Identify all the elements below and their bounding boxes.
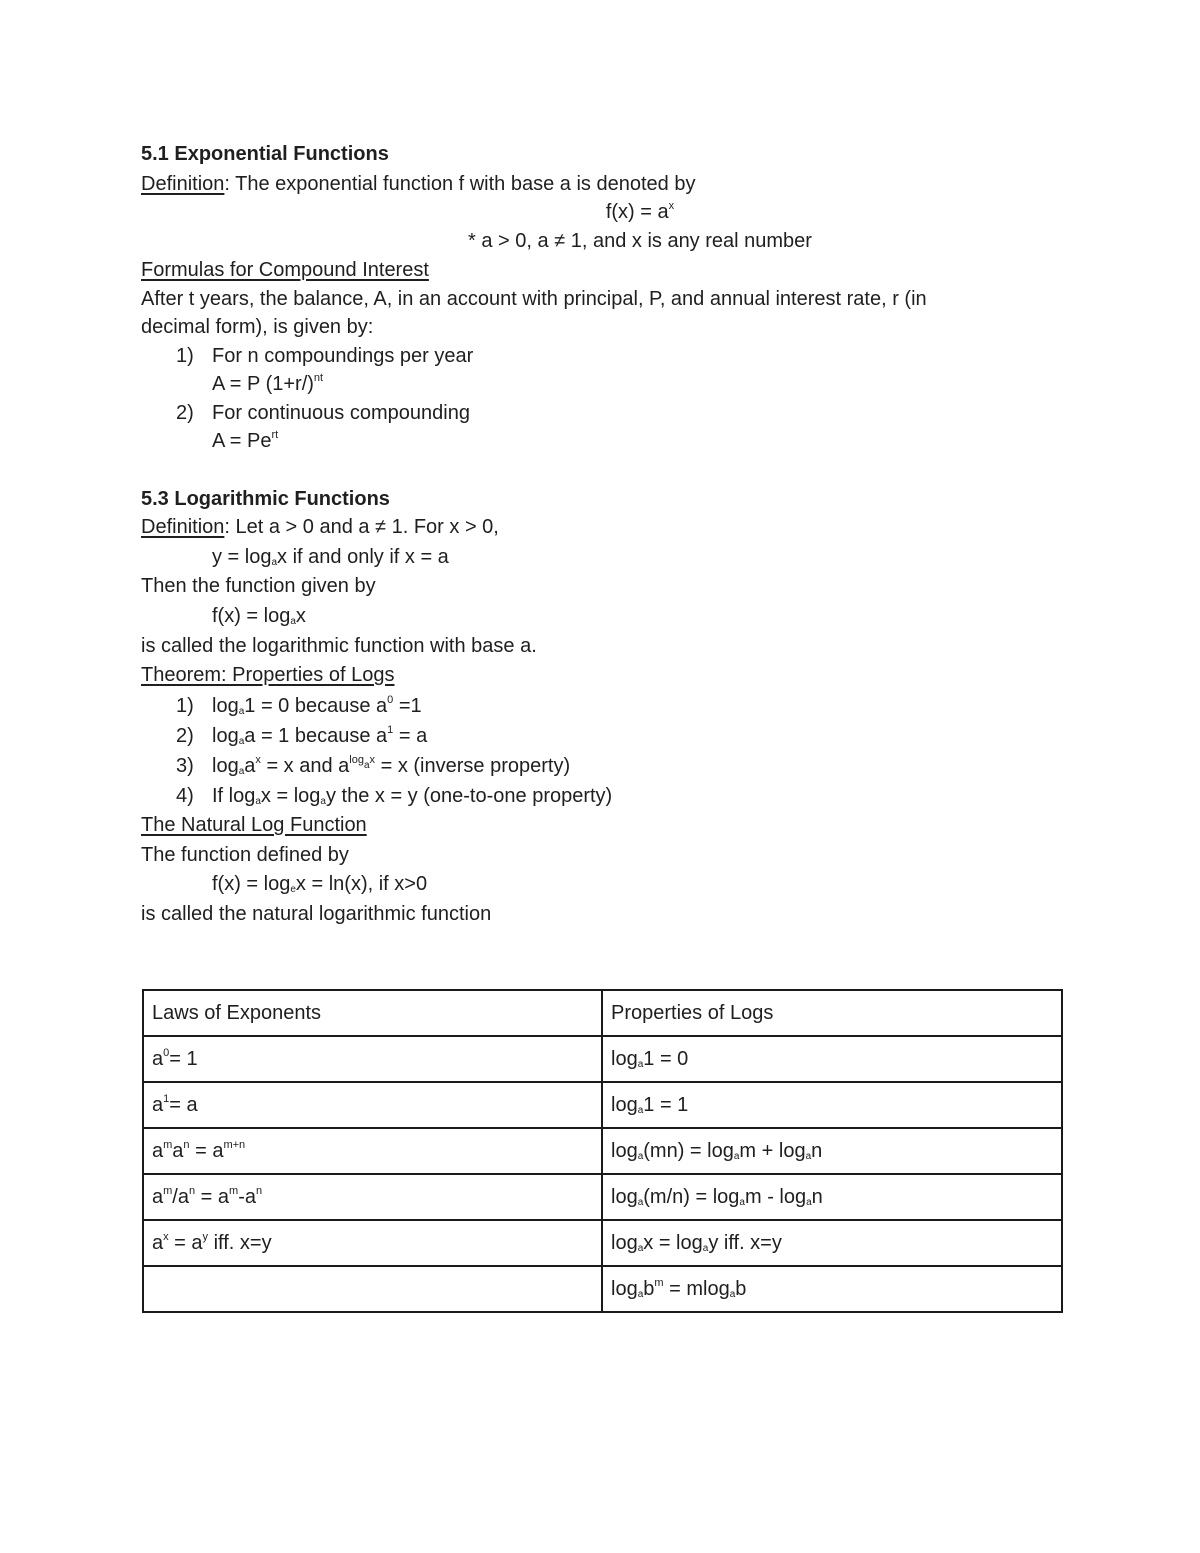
cell-part: log xyxy=(611,1140,638,1162)
eq-part: = a xyxy=(393,725,428,747)
cell-part: a xyxy=(152,1094,164,1116)
cell-part: log xyxy=(611,1278,638,1300)
cell-part: m - log xyxy=(744,1186,807,1208)
laws-table xyxy=(142,989,1063,1313)
eq-part: f(x) = log xyxy=(212,605,291,627)
eq-part: x xyxy=(295,605,306,627)
cell-part: = mlog xyxy=(663,1278,730,1300)
cell-superscript: x xyxy=(163,1231,169,1243)
cell-part: a xyxy=(152,1232,164,1254)
eq-subscript: a xyxy=(320,796,326,807)
table-cell xyxy=(602,1266,1062,1312)
definition-line xyxy=(141,171,695,197)
cell-part: = a xyxy=(189,1140,224,1162)
cell-subscript: a xyxy=(729,1289,736,1300)
cell-part: log xyxy=(611,1232,638,1254)
cell-part: -a xyxy=(238,1186,256,1208)
formula-exponent: nt xyxy=(313,372,324,384)
eq-superscript: x xyxy=(255,754,261,766)
cell-part: n xyxy=(811,1186,823,1208)
cell-subscript: a xyxy=(733,1151,740,1162)
cell-superscript: n xyxy=(183,1139,190,1151)
table-row xyxy=(143,990,1062,1036)
table-cell xyxy=(602,1174,1062,1220)
list-number: 3) xyxy=(176,755,194,777)
eq-part: =1 xyxy=(393,695,422,717)
eq-part: y = log xyxy=(212,546,272,568)
list-number: 2) xyxy=(176,725,194,747)
compound-interest-line2: decimal form), is given by: xyxy=(141,316,374,338)
cell-part: x = log xyxy=(643,1232,703,1254)
cell-superscript: m xyxy=(163,1185,173,1197)
cell-part: y iff. x=y xyxy=(708,1232,782,1254)
eq-superscript: 1 xyxy=(387,724,394,736)
cell-subscript: a xyxy=(805,1151,812,1162)
property-item xyxy=(212,753,570,779)
log-function xyxy=(212,603,306,629)
compound-formula xyxy=(212,371,323,397)
definition-line xyxy=(141,514,499,540)
formula-text: A = P (1+r/) xyxy=(212,373,314,395)
natural-log-called: is called the natural logarithmic function xyxy=(141,903,492,925)
eq-subscript: a xyxy=(271,557,278,568)
table-cell xyxy=(143,1036,602,1082)
table-cell xyxy=(143,1082,602,1128)
cell-part: 1 = 0 xyxy=(643,1048,689,1070)
cell-subscript: a xyxy=(637,1243,644,1254)
cell-part: a xyxy=(152,1048,164,1070)
table-header-cell: Properties of Logs xyxy=(602,990,1062,1036)
eq-superscript: log xyxy=(349,754,364,766)
eq-part: x if and only if x = a xyxy=(277,546,449,568)
then-text: Then the function given by xyxy=(141,575,376,597)
cell-subscript: a xyxy=(637,1197,644,1208)
formula-text: A = Pe xyxy=(212,430,272,452)
cell-part: a xyxy=(152,1186,164,1208)
cell-part: m + log xyxy=(739,1140,806,1162)
cell-part: a xyxy=(152,1140,164,1162)
cell-part: a xyxy=(172,1140,184,1162)
eq-part: = x (inverse property) xyxy=(375,755,571,777)
eq-part: x = log xyxy=(260,785,321,807)
section-heading-exponential: 5.1 Exponential Functions xyxy=(141,143,389,165)
cell-subscript: a xyxy=(637,1105,644,1116)
eq-part: log xyxy=(212,755,239,777)
definition-label: Definition xyxy=(141,516,225,538)
eq-superscript: x xyxy=(369,754,376,766)
called-text: is called the logarithmic function with base a. xyxy=(141,635,537,657)
eq-part: x = ln(x), if x>0 xyxy=(295,873,428,895)
cell-superscript: 1 xyxy=(163,1093,170,1105)
cell-part: log xyxy=(611,1186,638,1208)
table-cell xyxy=(143,1128,602,1174)
eq-part: a xyxy=(244,755,256,777)
table-row xyxy=(143,1128,1062,1174)
cell-superscript: n xyxy=(188,1185,196,1197)
cell-superscript: m xyxy=(163,1139,173,1151)
theorem-title: Theorem: Properties of Logs xyxy=(141,664,395,686)
exponential-formula xyxy=(140,199,1140,225)
property-item xyxy=(212,783,612,809)
table-row xyxy=(143,1036,1062,1082)
list-number: 4) xyxy=(176,785,194,807)
cell-subscript: a xyxy=(637,1151,644,1162)
eq-part: f(x) = log xyxy=(212,873,291,895)
table-cell-empty xyxy=(143,1266,602,1312)
cell-part: iff. x=y xyxy=(208,1232,272,1254)
eq-part: If log xyxy=(212,785,256,807)
compound-interest-title: Formulas for Compound Interest xyxy=(141,259,429,281)
eq-subscript: a xyxy=(238,736,245,747)
cell-superscript: m xyxy=(229,1185,239,1197)
natural-log-equation xyxy=(212,871,427,897)
property-item xyxy=(212,693,422,719)
cell-part: log xyxy=(611,1094,638,1116)
cell-subscript: a xyxy=(739,1197,745,1208)
cell-subscript: a xyxy=(806,1197,812,1208)
natural-log-title: The Natural Log Function xyxy=(141,814,367,836)
section-heading-logarithmic: 5.3 Logarithmic Functions xyxy=(141,488,390,510)
table-header-cell: Laws of Exponents xyxy=(143,990,602,1036)
table-row xyxy=(143,1266,1062,1312)
eq-subscript: a xyxy=(255,796,261,807)
cell-part: = a xyxy=(195,1186,230,1208)
cell-part: 1 = 1 xyxy=(643,1094,689,1116)
eq-superscript: 0 xyxy=(387,694,394,706)
cell-superscript: 0 xyxy=(163,1047,170,1059)
table-cell xyxy=(143,1174,602,1220)
cell-part: b xyxy=(735,1278,747,1300)
eq-subscript: a xyxy=(363,760,370,771)
cell-part: /a xyxy=(172,1186,189,1208)
list-number: 2) xyxy=(176,402,194,424)
cell-subscript: a xyxy=(702,1243,709,1254)
list-item-text: For n compoundings per year xyxy=(212,345,474,367)
cell-superscript: n xyxy=(256,1185,263,1197)
table-cell xyxy=(602,1082,1062,1128)
cell-subscript: a xyxy=(637,1059,644,1070)
definition-text: : The exponential function f with base a is denoted by xyxy=(224,173,696,195)
cell-part: n xyxy=(811,1140,823,1162)
eq-part: 1 = 0 because a xyxy=(244,695,388,717)
eq-subscript: e xyxy=(290,884,296,895)
cell-superscript: y xyxy=(202,1231,209,1243)
table-row xyxy=(143,1174,1062,1220)
table-cell xyxy=(602,1220,1062,1266)
definition-label: Definition xyxy=(141,173,225,195)
formula-exponent: x xyxy=(668,200,675,212)
eq-part: = x and a xyxy=(260,755,350,777)
list-number: 1) xyxy=(176,345,194,367)
table-row xyxy=(143,1220,1062,1266)
table-cell xyxy=(143,1220,602,1266)
definition-text: : Let a > 0 and a ≠ 1. For x > 0, xyxy=(224,516,499,538)
eq-subscript: a xyxy=(290,616,296,627)
eq-subscript: a xyxy=(238,706,245,717)
table-row xyxy=(143,1082,1062,1128)
eq-subscript: a xyxy=(238,766,245,777)
exponential-condition: * a > 0, a ≠ 1, and x is any real number xyxy=(468,230,812,252)
list-number: 1) xyxy=(176,695,194,717)
cell-superscript: m xyxy=(654,1277,664,1289)
continuous-formula xyxy=(212,428,278,454)
cell-part: = 1 xyxy=(169,1048,198,1070)
cell-part: b xyxy=(643,1278,655,1300)
cell-part: log xyxy=(611,1048,638,1070)
list-item-text: For continuous compounding xyxy=(212,402,470,424)
formula-lhs: f(x) = a xyxy=(605,201,669,223)
eq-part: y the x = y (one-to-one property) xyxy=(325,785,613,807)
eq-part: log xyxy=(212,695,239,717)
cell-superscript: m+n xyxy=(223,1139,246,1151)
cell-part: = a xyxy=(169,1094,198,1116)
formula-exponent: rt xyxy=(271,429,279,441)
cell-part: (m/n) = log xyxy=(643,1186,740,1208)
cell-part: = a xyxy=(168,1232,203,1254)
eq-part: log xyxy=(212,725,239,747)
table-cell xyxy=(602,1036,1062,1082)
eq-part: a = 1 because a xyxy=(244,725,388,747)
compound-interest-line1: After t years, the balance, A, in an account with principal, P, and annual interest rate, r (in xyxy=(141,288,927,310)
cell-subscript: a xyxy=(637,1289,644,1300)
natural-log-intro: The function defined by xyxy=(141,844,349,866)
table-cell xyxy=(602,1128,1062,1174)
cell-part: (mn) = log xyxy=(643,1140,734,1162)
log-definition-equation xyxy=(212,544,449,570)
property-item xyxy=(212,723,427,749)
